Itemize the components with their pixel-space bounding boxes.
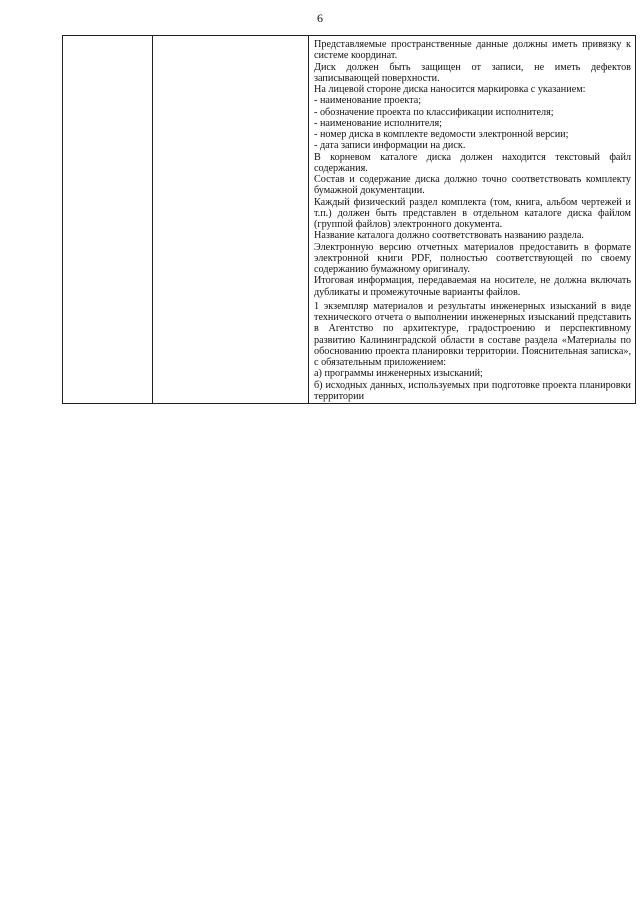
page-number: 6: [317, 11, 323, 25]
list-item: - дата записи информации на диск.: [314, 140, 466, 152]
paragraph: Диск должен быть защищен от записи, не иметь дефектов записывающей поверхности.: [314, 61, 631, 84]
paragraph: Электронную версию отчетных материалов предоставить в формате электронной книги PDF, полностью соответствующей по своему содержанию бумажному оригиналу.: [314, 241, 631, 275]
table-cell-col2: [153, 36, 309, 404]
paragraph: 1 экземпляр материалов и результаты инженерных изысканий в виде технического отчета о выполнении инженерных изысканий представить в Агентство по архитектуре, градостроению и перспективному развитию Калининградской области в составе раздела «Материалы по обоснованию проекта планировки территории. Пояснительная записка», с обязательным приложением:: [314, 300, 631, 368]
paragraph: Представляемые пространственные данные должны иметь привязку к системе координат.: [314, 39, 631, 62]
list-item: - наименование исполнителя;: [314, 117, 442, 129]
table-row: [63, 36, 636, 404]
list-item: а) программы инженерных изысканий;: [314, 368, 483, 380]
paragraph: Итоговая информация, передаваемая на носителе, не должна включать дубликаты и промежуточные варианты файлов.: [314, 275, 631, 298]
list-item: - наименование проекта;: [314, 95, 422, 107]
list-item: - номер диска в комплекте ведомости электронной версии;: [314, 129, 569, 140]
paragraph: Название каталога должно соответствовать названию раздела.: [314, 230, 584, 242]
requirements-table: [62, 35, 636, 404]
list-item: - обозначение проекта по классификации исполнителя;: [314, 106, 554, 118]
paragraph: В корневом каталоге диска должен находится текстовый файл содержания.: [314, 151, 631, 174]
list-item: б) исходных данных, используемых при подготовке проекта планировки территории: [314, 379, 631, 402]
paragraph: Состав и содержание диска должно точно соответствовать комплекту бумажной документации.: [314, 174, 631, 197]
table-cell-col1: [63, 36, 153, 404]
table-cell-requirements: [309, 36, 636, 404]
paragraph: Каждый физический раздел комплекта (том, книга, альбом чертежей и т.п.) должен быть представлен в отдельном каталоге диска файлом (группой файлов) электронного документа.: [314, 196, 631, 230]
paragraph: На лицевой стороне диска наносится маркировка с указанием:: [314, 84, 586, 95]
